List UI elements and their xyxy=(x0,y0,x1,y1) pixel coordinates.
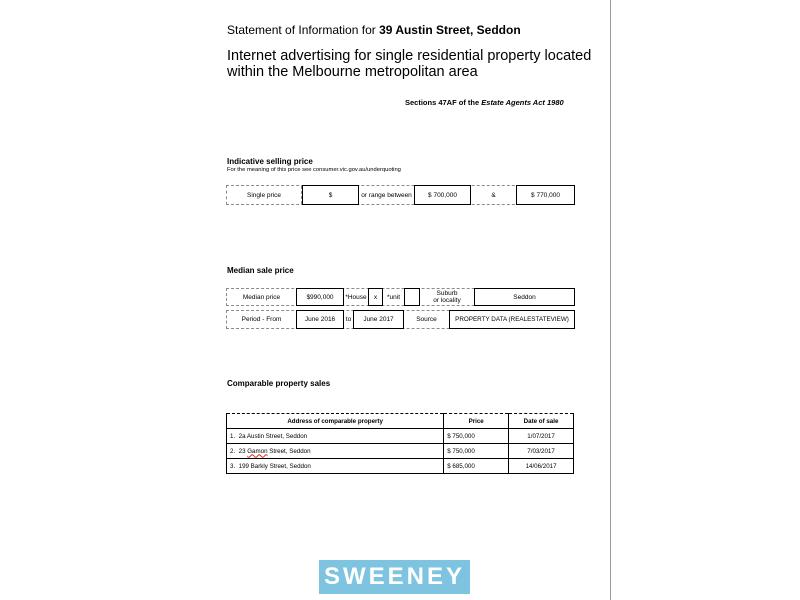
period-to-value: June 2017 xyxy=(353,310,404,329)
sweeney-logo xyxy=(319,560,470,594)
table-row xyxy=(227,444,574,459)
row-date: 14/06/2017 xyxy=(509,459,574,474)
headline-line-2: within the Melbourne metropolitan area xyxy=(227,64,478,80)
row-date: 7/03/2017 xyxy=(509,444,574,459)
range-ampersand: & xyxy=(491,191,496,199)
column-header-date: Date of sale xyxy=(509,414,574,429)
row-address: 1. 2a Austin Street, Seddon xyxy=(227,429,444,444)
column-header-price: Price xyxy=(444,414,509,429)
source-value: PROPERTY DATA (REALESTATEVIEW) xyxy=(449,310,575,329)
row-date: 1/07/2017 xyxy=(509,429,574,444)
single-price-value: $ xyxy=(302,185,359,205)
median-price-label: Median price xyxy=(242,293,281,301)
comparable-sales-table xyxy=(226,413,574,474)
suburb-label: Suburb or locality xyxy=(433,290,461,304)
page-edge xyxy=(610,0,611,600)
period-label: Period - From xyxy=(241,316,282,323)
range-label: or range between xyxy=(361,191,412,199)
table-row xyxy=(227,459,574,474)
row-price: $ 750,000 xyxy=(444,444,509,459)
median-title: Median sale price xyxy=(227,266,294,275)
range-low-value: $ 700,000 xyxy=(414,185,471,205)
headline xyxy=(227,48,591,80)
single-price-label: Single price xyxy=(227,186,302,204)
row-address: 3. 199 Barkly Street, Seddon xyxy=(227,459,444,474)
period-to-label: to xyxy=(345,316,352,323)
source-label: Source xyxy=(416,316,437,323)
house-checkbox: x xyxy=(368,288,383,306)
property-address: 39 Austin Street, Seddon xyxy=(379,23,521,37)
range-high-value: $ 770,000 xyxy=(516,185,575,205)
unit-checkbox xyxy=(404,288,420,306)
indicative-note: For the meaning of this price see consumer.vic.gov.au/underquoting xyxy=(227,167,401,173)
unit-label: *unit xyxy=(386,293,400,301)
column-header-address: Address of comparable property xyxy=(227,414,444,429)
row-address: 2. 23 Gamon Street, Seddon xyxy=(227,444,444,459)
indicative-title: Indicative selling price xyxy=(227,157,313,166)
house-label: *House xyxy=(345,293,367,301)
statement-title: Statement of Information for 39 Austin Street, Seddon xyxy=(227,23,521,37)
table-header-row xyxy=(227,414,574,429)
row-price: $ 750,000 xyxy=(444,429,509,444)
headline-line-1: Internet advertising for single residential property located xyxy=(227,48,592,64)
period-from-value: June 2016 xyxy=(296,310,344,329)
table-row xyxy=(227,429,574,444)
median-price-value: $990,000 xyxy=(296,288,344,306)
comparable-title: Comparable property sales xyxy=(227,379,331,388)
row-price: $ 685,000 xyxy=(444,459,509,474)
suburb-value: Seddon xyxy=(474,288,575,306)
logo-text: SWEENEY xyxy=(323,563,466,590)
sections-reference: Sections 47AF of the Estate Agents Act 1980 xyxy=(405,98,564,107)
